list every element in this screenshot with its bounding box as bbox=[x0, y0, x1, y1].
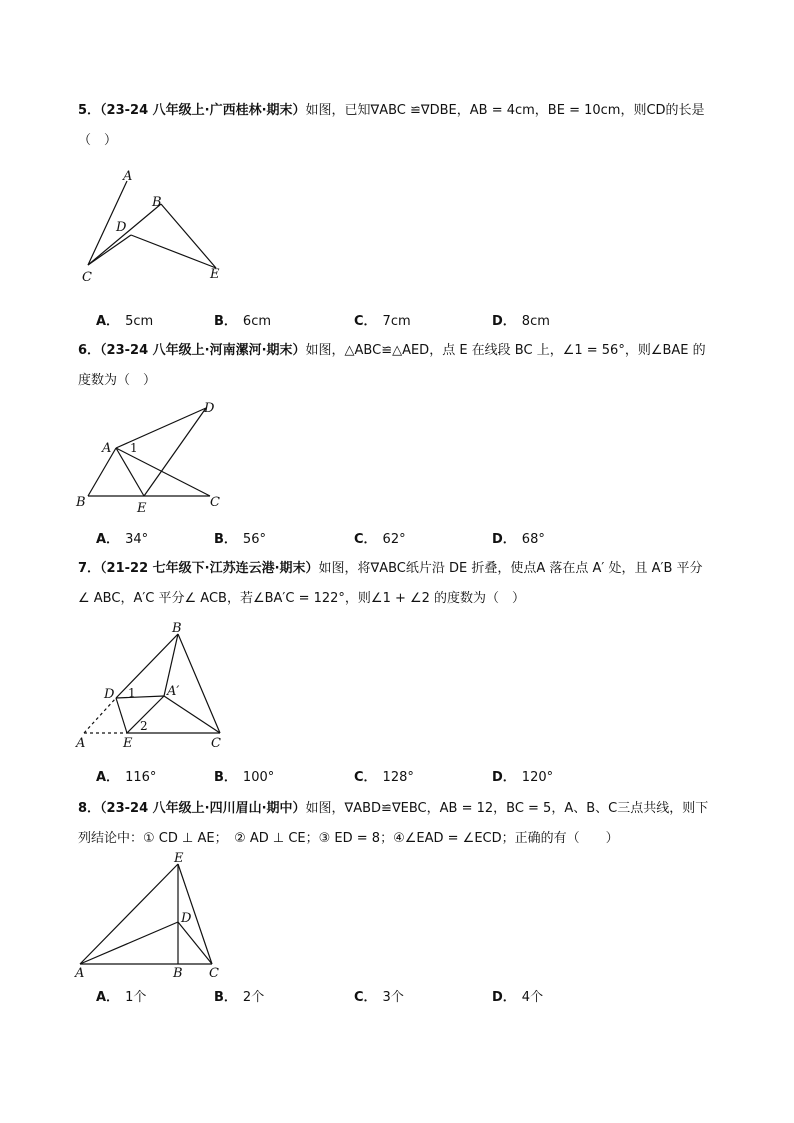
question-8-line-1 bbox=[78, 794, 718, 824]
label-c: C bbox=[211, 736, 221, 751]
question-6-line-2: 度数为（ ） bbox=[78, 373, 157, 388]
option-c[interactable]: C． 7cm bbox=[354, 314, 411, 329]
label-e: E bbox=[123, 736, 133, 751]
triangle-dbe bbox=[131, 204, 216, 268]
label-c: C bbox=[210, 495, 220, 510]
label-a-prime: A′ bbox=[167, 684, 180, 699]
label-d: D bbox=[116, 220, 127, 235]
angle-1-label: 1 bbox=[128, 686, 136, 700]
segment-bc bbox=[178, 634, 220, 733]
question-7-figure bbox=[72, 620, 242, 755]
question-number: 8． bbox=[78, 801, 101, 816]
question-6-figure bbox=[70, 398, 230, 518]
question-8-figure bbox=[72, 850, 232, 985]
option-d[interactable]: D． 68° bbox=[492, 532, 545, 547]
option-d[interactable]: D． 4个 bbox=[492, 990, 544, 1005]
option-b[interactable]: B． 2个 bbox=[214, 990, 265, 1005]
option-a[interactable]: A． 5cm bbox=[96, 314, 154, 329]
option-a[interactable]: A． 1个 bbox=[96, 990, 147, 1005]
question-text: 如图，△ABC≌△AED，点 E 在线段 BC 上，∠1 = 56°，则∠BAE 的 bbox=[305, 343, 706, 358]
question-8-stem bbox=[78, 794, 718, 854]
segment-ad bbox=[80, 922, 178, 964]
option-c[interactable]: C． 3个 bbox=[354, 990, 404, 1005]
question-text: 如图，将∇ABC纸片沿 DE 折叠，使点A 落在点 A′ 处，且 A′B 平分 bbox=[318, 561, 703, 576]
question-5-line-2: （ ） bbox=[78, 133, 118, 148]
label-e: E bbox=[210, 267, 220, 282]
option-d[interactable]: D． 8cm bbox=[492, 314, 550, 329]
segment-ae bbox=[80, 864, 178, 964]
option-a[interactable]: A． 116° bbox=[96, 770, 157, 785]
question-text: 如图，∇ABD≌∇EBC，AB = 12，BC = 5，A、B、C三点共线，则下 bbox=[305, 801, 709, 816]
option-c[interactable]: C． 128° bbox=[354, 770, 414, 785]
segment-de bbox=[116, 698, 127, 733]
question-text: 如图，已知∇ABC ≌∇DBE，AB = 4cm，BE = 10cm，则CD的长是 bbox=[305, 103, 705, 118]
question-source: （23-24 八年级上·四川眉山·期中） bbox=[100, 801, 306, 816]
label-d: D bbox=[204, 401, 215, 416]
question-number: 7． bbox=[78, 561, 101, 576]
question-5-line-1 bbox=[78, 96, 718, 126]
label-c: C bbox=[82, 270, 92, 285]
segment-da-prime bbox=[116, 696, 164, 698]
option-d[interactable]: D． 120° bbox=[492, 770, 554, 785]
question-8-line-2: 列结论中：① CD ⊥ AE； ② AD ⊥ CE；③ ED = 8；④∠EAD = ∠ECD；正确的有（ ） bbox=[78, 831, 619, 846]
option-b[interactable]: B． 6cm bbox=[214, 314, 272, 329]
angle-2-label: 2 bbox=[140, 719, 148, 733]
question-source: （21-22 七年级下·江苏连云港·期末） bbox=[100, 561, 319, 576]
label-b: B bbox=[76, 495, 86, 510]
label-b: B bbox=[152, 195, 162, 210]
label-c: C bbox=[209, 966, 219, 981]
label-b: B bbox=[173, 966, 183, 981]
question-7-options bbox=[96, 766, 656, 784]
label-d: D bbox=[104, 687, 115, 702]
segment-dc bbox=[178, 922, 212, 964]
question-8-options bbox=[96, 986, 656, 1004]
question-6-line-1 bbox=[78, 336, 718, 366]
question-6-options bbox=[96, 528, 656, 546]
question-5-stem bbox=[78, 96, 718, 156]
angle-1-label: 1 bbox=[130, 441, 138, 455]
label-a: A bbox=[102, 441, 112, 456]
option-b[interactable]: B． 56° bbox=[214, 532, 266, 547]
dashed-ad bbox=[84, 698, 116, 733]
question-5-options bbox=[96, 310, 656, 328]
question-number: 6． bbox=[78, 343, 101, 358]
label-a: A bbox=[76, 736, 86, 751]
question-number: 5． bbox=[78, 103, 101, 118]
label-e: E bbox=[137, 501, 147, 516]
label-a: A bbox=[75, 966, 85, 981]
option-a[interactable]: A． 34° bbox=[96, 532, 149, 547]
option-c[interactable]: C． 62° bbox=[354, 532, 406, 547]
label-e: E bbox=[174, 851, 184, 866]
question-source: （23-24 八年级上·河南漯河·期末） bbox=[100, 343, 306, 358]
question-7-stem bbox=[78, 554, 718, 614]
option-b[interactable]: B． 100° bbox=[214, 770, 275, 785]
question-6-stem bbox=[78, 336, 718, 396]
question-5-figure bbox=[76, 168, 236, 288]
label-a: A bbox=[123, 169, 133, 184]
question-7-line-1 bbox=[78, 554, 718, 584]
question-7-line-2: ∠ ABC，A′C 平分∠ ACB，若∠BA′C = 122°，则∠1 + ∠2 的度数为（ ） bbox=[78, 591, 526, 606]
label-b: B bbox=[172, 621, 182, 636]
label-d: D bbox=[181, 911, 192, 926]
question-source: （23-24 八年级上·广西桂林·期末） bbox=[100, 103, 306, 118]
